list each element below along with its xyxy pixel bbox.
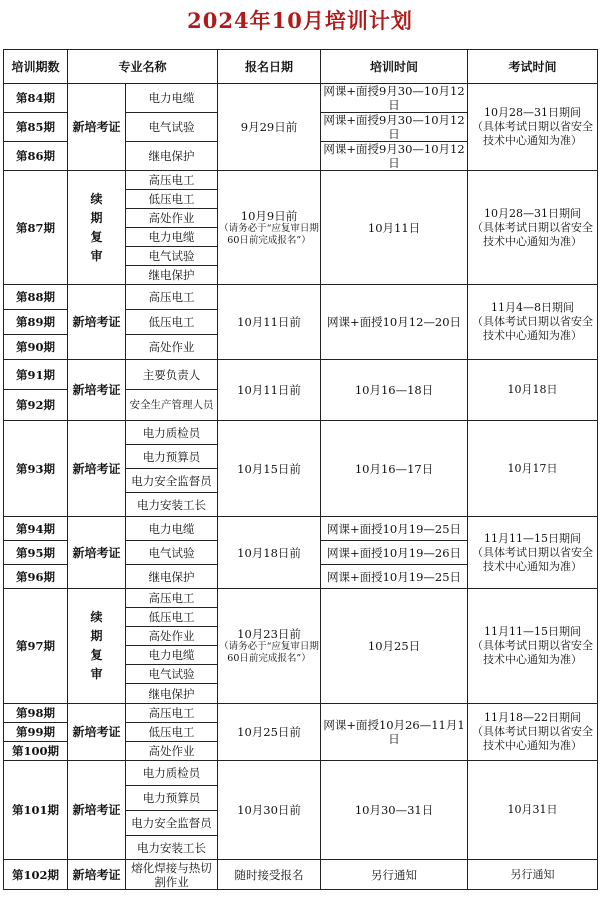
period-cell: 第101期 [4, 761, 68, 860]
exam-cell [468, 517, 598, 589]
table-row [4, 171, 598, 190]
period-cell: 第90期 [4, 335, 68, 360]
major-cell: 电力安全监督员 [126, 811, 218, 836]
category-char: 期 [90, 629, 103, 643]
period-cell: 第93期 [4, 421, 68, 517]
exam-cell: 10月18日 [468, 360, 598, 421]
period-cell: 第88期 [4, 285, 68, 310]
signup-cell [218, 171, 321, 285]
major-cell: 高处作业 [126, 627, 218, 646]
table-row [4, 84, 598, 113]
major-cell: 低压电工 [126, 310, 218, 335]
exam-cell [468, 704, 598, 761]
header-major: 专业名称 [68, 50, 218, 84]
exam-cell: 10月17日 [468, 421, 598, 517]
header-training: 培训时间 [321, 50, 468, 84]
major-cell: 高处作业 [126, 209, 218, 228]
major-cell: 高处作业 [126, 742, 218, 761]
table-row [4, 589, 598, 608]
period-cell: 第95期 [4, 541, 68, 565]
major-cell: 电力电缆 [126, 517, 218, 541]
major-cell: 电气试验 [126, 541, 218, 565]
signup-note: （请务必于“应复审日期60日前完成报名”） [219, 641, 319, 664]
exam-period: 11月4—8日期间 [491, 301, 575, 314]
exam-note: （具体考试日期以省安全技术中心通知为准） [472, 545, 594, 573]
major-cell: 电力电缆 [126, 84, 218, 113]
period-cell: 第87期 [4, 171, 68, 285]
signup-note: （请务必于“应复审日期60日前完成报名”） [219, 222, 319, 246]
category-char: 审 [90, 248, 103, 263]
major-cell: 继电保护 [126, 142, 218, 171]
table-row [4, 285, 598, 310]
exam-period: 11月11—15日期间 [484, 531, 582, 545]
major-cell: 安全生产管理人员 [126, 390, 218, 421]
category-char: 复 [90, 229, 103, 244]
signup-cell: 10月18日前 [218, 517, 321, 589]
period-cell: 第84期 [4, 84, 68, 113]
exam-cell [468, 285, 598, 360]
training-cell: 网课+面授10月19—25日 [321, 517, 468, 541]
period-cell: 第99期 [4, 723, 68, 742]
exam-note: （具体考试日期以省安全技术中心通知为准） [472, 639, 594, 666]
major-cell: 高压电工 [126, 285, 218, 310]
major-cell: 主要负责人 [126, 360, 218, 390]
signup-cell: 10月11日前 [218, 360, 321, 421]
training-schedule-table [3, 49, 598, 890]
exam-period: 10月28—31日期间 [484, 106, 582, 119]
exam-period: 11月18—22日期间 [484, 711, 582, 724]
category-cell: 新培考证 [68, 517, 126, 589]
header-exam: 考试时间 [468, 50, 598, 84]
category-cell: 新培考证 [68, 704, 126, 761]
exam-note: （具体考试日期以省安全技术中心通知为准） [472, 315, 594, 342]
training-cell: 10月16—17日 [321, 421, 468, 517]
exam-cell [468, 84, 598, 171]
period-cell: 第100期 [4, 742, 68, 761]
header-row [4, 50, 598, 84]
category-char: 续 [90, 191, 103, 206]
major-cell: 电气试验 [126, 113, 218, 142]
table-row [4, 860, 598, 890]
exam-note: （具体考试日期以省安全技术中心通知为准） [472, 220, 594, 248]
category-cell: 新培考证 [68, 84, 126, 171]
major-cell: 电力预算员 [126, 445, 218, 469]
signup-cell: 10月25日前 [218, 704, 321, 761]
training-cell: 网课+面授9月30—10月12日 [321, 84, 468, 113]
signup-cell: 10月11日前 [218, 285, 321, 360]
training-cell: 10月11日 [321, 171, 468, 285]
period-cell: 第96期 [4, 565, 68, 589]
major-cell: 电力质检员 [126, 761, 218, 786]
major-cell: 电力安装工长 [126, 836, 218, 860]
major-cell: 电力电缆 [126, 646, 218, 665]
exam-period: 11月11—15日期间 [484, 625, 582, 638]
major-cell: 高压电工 [126, 171, 218, 190]
training-cell: 网课+面授10月19—26日 [321, 541, 468, 565]
period-cell: 第97期 [4, 589, 68, 704]
category-char: 复 [90, 648, 103, 662]
major-cell: 熔化焊接与热切割作业 [126, 860, 218, 890]
category-char: 续 [90, 610, 103, 624]
signup-date: 10月9日前 [240, 208, 298, 223]
major-cell: 电力预算员 [126, 786, 218, 811]
category-cell [68, 171, 126, 285]
training-cell: 10月16—18日 [321, 360, 468, 421]
category-cell: 新培考证 [68, 860, 126, 890]
page-title: 2024年10月培训计划 [187, 8, 413, 33]
category-cell [68, 589, 126, 704]
category-cell: 新培考证 [68, 285, 126, 360]
major-cell: 电力安全监督员 [126, 469, 218, 493]
signup-cell [218, 589, 321, 704]
signup-date: 10月23日前 [237, 627, 301, 641]
major-cell: 电气试验 [126, 247, 218, 266]
training-cell: 网课+面授10月12—20日 [321, 285, 468, 360]
exam-cell: 另行通知 [468, 860, 598, 890]
training-cell: 网课+面授9月30—10月12日 [321, 142, 468, 171]
training-cell: 网课+面授9月30—10月12日 [321, 113, 468, 142]
major-cell: 高压电工 [126, 589, 218, 608]
major-cell: 低压电工 [126, 190, 218, 209]
training-cell: 10月25日 [321, 589, 468, 704]
training-cell: 10月30—31日 [321, 761, 468, 860]
exam-cell [468, 589, 598, 704]
category-cell: 新培考证 [68, 421, 126, 517]
exam-cell [468, 171, 598, 285]
major-cell: 高压电工 [126, 704, 218, 723]
signup-cell: 10月30日前 [218, 761, 321, 860]
exam-note: （具体考试日期以省安全技术中心通知为准） [472, 120, 594, 147]
table-row [4, 761, 598, 786]
period-cell: 第92期 [4, 390, 68, 421]
signup-cell: 10月15日前 [218, 421, 321, 517]
table-row [4, 421, 598, 445]
period-cell: 第86期 [4, 142, 68, 171]
major-cell: 电力安装工长 [126, 493, 218, 517]
exam-period: 10月28—31日期间 [484, 206, 582, 220]
header-period: 培训期数 [4, 50, 68, 84]
category-cell: 新培考证 [68, 360, 126, 421]
major-cell: 低压电工 [126, 723, 218, 742]
exam-note: （具体考试日期以省安全技术中心通知为准） [472, 725, 594, 752]
category-char: 期 [90, 210, 103, 225]
period-cell: 第102期 [4, 860, 68, 890]
signup-cell: 9月29日前 [218, 84, 321, 171]
category-char: 审 [90, 667, 103, 681]
period-cell: 第94期 [4, 517, 68, 541]
header-signup: 报名日期 [218, 50, 321, 84]
table-row [4, 360, 598, 390]
training-cell: 另行通知 [321, 860, 468, 890]
major-cell: 继电保护 [126, 266, 218, 285]
major-cell: 电气试验 [126, 665, 218, 684]
major-cell: 电力电缆 [126, 228, 218, 247]
major-cell: 高处作业 [126, 335, 218, 360]
exam-cell: 10月31日 [468, 761, 598, 860]
period-cell: 第89期 [4, 310, 68, 335]
table-row [4, 517, 598, 541]
signup-cell: 随时接受报名 [218, 860, 321, 890]
period-cell: 第91期 [4, 360, 68, 390]
table-row [4, 704, 598, 723]
training-cell: 网课+面授10月19—25日 [321, 565, 468, 589]
period-cell: 第85期 [4, 113, 68, 142]
category-cell: 新培考证 [68, 761, 126, 860]
period-cell: 第98期 [4, 704, 68, 723]
major-cell: 低压电工 [126, 608, 218, 627]
major-cell: 继电保护 [126, 684, 218, 704]
training-cell: 网课+面授10月26—11月1日 [321, 704, 468, 761]
major-cell: 电力质检员 [126, 421, 218, 445]
major-cell: 继电保护 [126, 565, 218, 589]
